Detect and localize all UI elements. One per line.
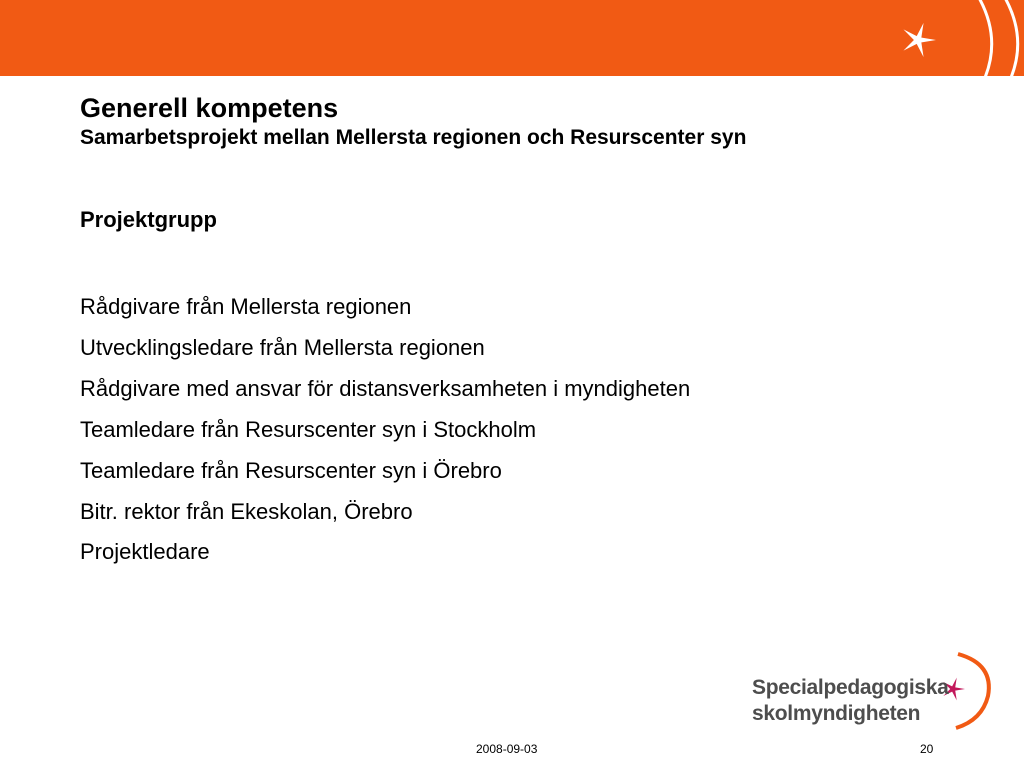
section-heading: Projektgrupp [80, 207, 217, 232]
page-number: 20 [920, 742, 934, 756]
logo-text-line2: skolmyndigheten [752, 702, 921, 725]
list-item: Projektledare [80, 539, 210, 565]
header-band [0, 0, 1024, 76]
slide-title: Generell kompetens [80, 93, 339, 123]
member-list [80, 287, 690, 573]
list-item: Rådgivare från Mellersta regionen [80, 294, 412, 319]
slide-titles [80, 92, 746, 152]
footer-date: 2008-09-03 [476, 742, 538, 756]
list-item: Rådgivare med ansvar för distansverksamheten i myndigheten [80, 375, 691, 401]
logo-text-line1: Specialpedagogiska [752, 676, 949, 699]
star-burst-icon [892, 14, 944, 66]
slide-subtitle: Samarbetsprojekt mellan Mellersta regionen och Resurscenter syn [80, 126, 747, 149]
list-item: Teamledare från Resurscenter syn i Stockholm [80, 416, 537, 442]
list-item: Bitr. rektor från Ekeskolan, Örebro [80, 498, 413, 524]
organization-logo [748, 652, 998, 732]
list-item: Teamledare från Resurscenter syn i Örebro [80, 457, 502, 483]
list-item: Utvecklingsledare från Mellersta regionen [80, 334, 485, 360]
